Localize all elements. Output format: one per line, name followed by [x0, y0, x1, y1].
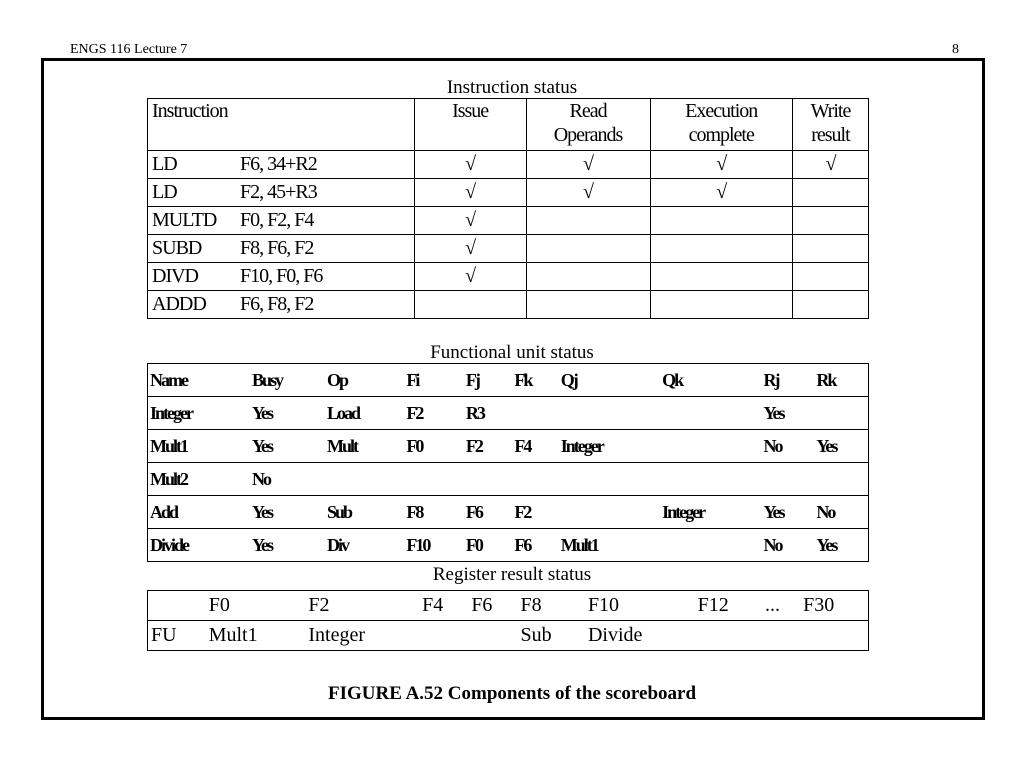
- fu-column-header-rj: Rj: [762, 364, 815, 397]
- instruction-header-row: [148, 99, 869, 151]
- instruction-operands: F6, F8, F2: [240, 293, 314, 315]
- register-fu-row: [148, 621, 869, 651]
- fu-cell-rk: Yes: [814, 529, 868, 562]
- register-fu-cell: Mult1: [206, 621, 306, 651]
- write-check-cell: [792, 179, 868, 207]
- fu-row: [148, 430, 869, 463]
- read-check-cell: [526, 291, 650, 319]
- fu-cell-rj: No: [762, 430, 815, 463]
- fu-cell-qj: Integer: [559, 430, 660, 463]
- fu-cell-op: Sub: [325, 496, 404, 529]
- instruction-cell: [148, 263, 415, 291]
- fu-column-header-fi: Fi: [404, 364, 464, 397]
- fu-cell-rj: Yes: [762, 397, 815, 430]
- fu-cell-fj: R3: [464, 397, 513, 430]
- fu-cell-qk: [660, 397, 761, 430]
- fu-row: [148, 397, 869, 430]
- register-fu-cell: [419, 621, 468, 651]
- write-check-cell: [792, 291, 868, 319]
- instruction-row: [148, 151, 869, 179]
- register-name-cell: F8: [518, 591, 585, 621]
- fu-cell-fj: F2: [464, 430, 513, 463]
- fu-cell-fk: F2: [512, 496, 558, 529]
- fu-cell-fi: F0: [404, 430, 464, 463]
- fu-cell-fj: F0: [464, 529, 513, 562]
- fu-row: [148, 463, 869, 496]
- instruction-opcode: DIVD: [152, 265, 198, 287]
- fu-cell-op: Mult: [325, 430, 404, 463]
- fu-cell-qj: Mult1: [559, 529, 660, 562]
- fu-cell-fk: [512, 397, 558, 430]
- column-header-read-operands: Read Operands: [526, 99, 650, 151]
- instruction-row: [148, 263, 869, 291]
- fu-cell-fi: F8: [404, 496, 464, 529]
- exec-check-cell: [650, 263, 792, 291]
- instruction-operands: F8, F6, F2: [240, 237, 314, 259]
- exec-check-cell: √: [650, 151, 792, 179]
- register-name-cell: F12: [695, 591, 762, 621]
- fu-cell-name: Mult2: [148, 463, 250, 496]
- read-check-cell: [526, 235, 650, 263]
- register-fu-cell: [468, 621, 517, 651]
- fu-cell-busy: No: [250, 463, 325, 496]
- instruction-status-caption: Instruction status: [446, 77, 578, 98]
- register-name-cell: F30: [800, 591, 868, 621]
- read-check-cell: √: [526, 179, 650, 207]
- register-name-cell: [148, 591, 206, 621]
- register-result-status-table: [147, 590, 869, 651]
- write-check-cell: [792, 235, 868, 263]
- fu-cell-name: Mult1: [148, 430, 250, 463]
- fu-cell-qj: [559, 463, 660, 496]
- fu-cell-op: [325, 463, 404, 496]
- register-fu-cell: [800, 621, 868, 651]
- figure-caption: FIGURE A.52 Components of the scoreboard: [327, 683, 697, 704]
- instruction-operands: F0, F2, F4: [240, 209, 314, 231]
- column-header-execution-complete: Execution complete: [650, 99, 792, 151]
- fu-cell-fk: F4: [512, 430, 558, 463]
- column-header-issue: Issue: [414, 99, 526, 151]
- functional-unit-status-table: [147, 363, 869, 562]
- fu-cell-busy: Yes: [250, 397, 325, 430]
- fu-cell-op: Load: [325, 397, 404, 430]
- issue-check-cell: [414, 291, 526, 319]
- register-fu-cell: Divide: [585, 621, 695, 651]
- instruction-opcode: LD: [152, 181, 177, 203]
- fu-cell-fi: F2: [404, 397, 464, 430]
- issue-check-cell: √: [414, 263, 526, 291]
- fu-cell-rk: Yes: [814, 430, 868, 463]
- fu-cell-qk: [660, 529, 761, 562]
- fu-cell-busy: Yes: [250, 430, 325, 463]
- fu-column-header-rk: Rk: [814, 364, 868, 397]
- register-name-cell: F2: [305, 591, 419, 621]
- column-header-write-result: Write result: [792, 99, 868, 151]
- register-fu-cell: Integer: [305, 621, 419, 651]
- fu-cell-rj: No: [762, 529, 815, 562]
- instruction-cell: [148, 235, 415, 263]
- course-header: ENGS 116 Lecture 7: [70, 42, 188, 57]
- write-check-cell: [792, 263, 868, 291]
- register-name-row: [148, 591, 869, 621]
- write-check-cell: √: [792, 151, 868, 179]
- instruction-cell: [148, 291, 415, 319]
- register-fu-cell: [762, 621, 800, 651]
- fu-cell-name: Add: [148, 496, 250, 529]
- register-result-status-caption: Register result status: [432, 564, 592, 585]
- register-name-cell: F6: [468, 591, 517, 621]
- fu-cell-fi: [404, 463, 464, 496]
- instruction-row: [148, 235, 869, 263]
- fu-column-header-qk: Qk: [660, 364, 761, 397]
- fu-cell-busy: Yes: [250, 496, 325, 529]
- exec-check-cell: [650, 291, 792, 319]
- fu-cell-rk: No: [814, 496, 868, 529]
- issue-check-cell: √: [414, 151, 526, 179]
- page-number: 8: [952, 42, 959, 57]
- instruction-status-table: [147, 98, 869, 319]
- fu-cell-rk: [814, 397, 868, 430]
- fu-cell-op: Div: [325, 529, 404, 562]
- instruction-operands: F6, 34+R2: [240, 153, 317, 175]
- exec-check-cell: [650, 235, 792, 263]
- fu-cell-qj: [559, 496, 660, 529]
- read-check-cell: [526, 207, 650, 235]
- functional-unit-status-caption: Functional unit status: [430, 342, 594, 363]
- fu-cell-rj: [762, 463, 815, 496]
- register-fu-cell: Sub: [518, 621, 585, 651]
- fu-cell-rk: [814, 463, 868, 496]
- register-name-cell: F0: [206, 591, 306, 621]
- register-name-cell: ...: [762, 591, 800, 621]
- instruction-operands: F2, 45+R3: [240, 181, 317, 203]
- exec-check-cell: [650, 207, 792, 235]
- read-check-cell: [526, 263, 650, 291]
- fu-cell-busy: Yes: [250, 529, 325, 562]
- register-name-cell: F10: [585, 591, 695, 621]
- fu-cell-fj: [464, 463, 513, 496]
- exec-check-cell: √: [650, 179, 792, 207]
- instruction-operands: F10, F0, F6: [240, 265, 323, 287]
- instruction-opcode: ADDD: [152, 293, 206, 315]
- register-fu-cell: FU: [148, 621, 206, 651]
- fu-cell-name: Divide: [148, 529, 250, 562]
- instruction-opcode: SUBD: [152, 237, 202, 259]
- fu-column-header-op: Op: [325, 364, 404, 397]
- issue-check-cell: √: [414, 179, 526, 207]
- instruction-opcode: MULTD: [152, 209, 217, 231]
- fu-cell-qk: Integer: [660, 496, 761, 529]
- fu-header-row: [148, 364, 869, 397]
- fu-cell-qk: [660, 463, 761, 496]
- write-check-cell: [792, 207, 868, 235]
- register-fu-cell: [695, 621, 762, 651]
- fu-column-header-name: Name: [148, 364, 250, 397]
- instruction-cell: [148, 207, 415, 235]
- instruction-row: [148, 207, 869, 235]
- read-check-cell: √: [526, 151, 650, 179]
- column-header-instruction: Instruction: [148, 99, 415, 151]
- instruction-cell: [148, 151, 415, 179]
- fu-cell-fi: F10: [404, 529, 464, 562]
- issue-check-cell: √: [414, 207, 526, 235]
- instruction-row: [148, 291, 869, 319]
- fu-column-header-fj: Fj: [464, 364, 513, 397]
- register-name-cell: F4: [419, 591, 468, 621]
- instruction-opcode: LD: [152, 153, 177, 175]
- fu-column-header-fk: Fk: [512, 364, 558, 397]
- fu-column-header-qj: Qj: [559, 364, 660, 397]
- fu-row: [148, 496, 869, 529]
- fu-cell-fk: [512, 463, 558, 496]
- issue-check-cell: √: [414, 235, 526, 263]
- instruction-cell: [148, 179, 415, 207]
- fu-column-header-busy: Busy: [250, 364, 325, 397]
- fu-cell-qk: [660, 430, 761, 463]
- fu-cell-name: Integer: [148, 397, 250, 430]
- fu-row: [148, 529, 869, 562]
- fu-cell-qj: [559, 397, 660, 430]
- instruction-row: [148, 179, 869, 207]
- fu-cell-rj: Yes: [762, 496, 815, 529]
- fu-cell-fk: F6: [512, 529, 558, 562]
- fu-cell-fj: F6: [464, 496, 513, 529]
